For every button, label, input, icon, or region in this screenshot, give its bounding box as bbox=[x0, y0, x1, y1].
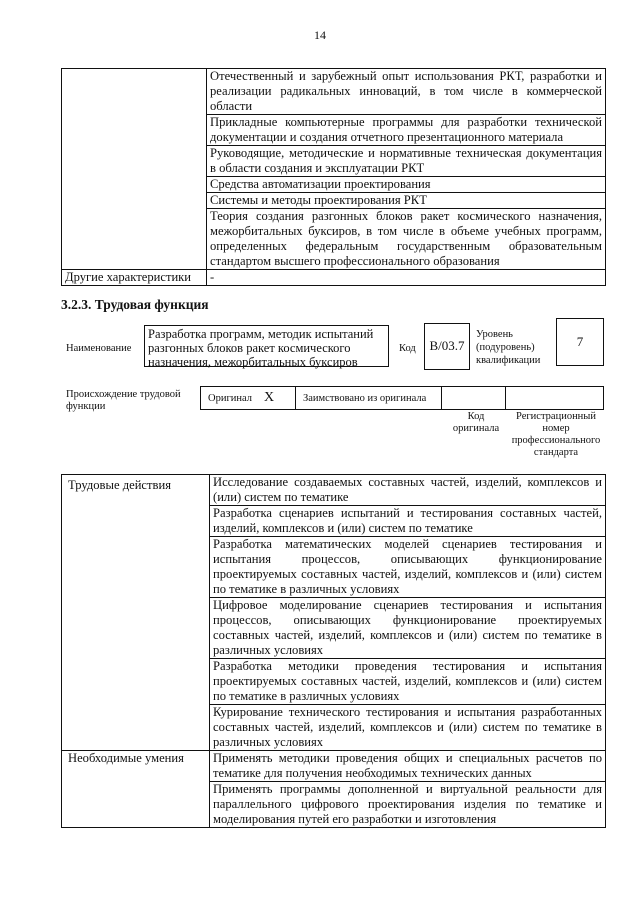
table-cell: Отечественный и зарубежный опыт использования РКТ, разработки и реализации радикальных инноваций, в том числе в коммерческой области bbox=[207, 69, 606, 115]
action-item: Разработка математических моделей сценариев тестирования и испытания процессов, описывающих функционирование проектируемых составных частей, изделий, комплексов и (или) систем по тематике в различных условиях bbox=[210, 537, 606, 598]
borrowed-label: Заимствовано из оригинала bbox=[303, 392, 427, 404]
code-label: Код bbox=[399, 343, 416, 354]
table-row-label bbox=[62, 69, 207, 270]
origin-label: Происхождение трудовой функции bbox=[66, 389, 181, 412]
reg-number-caption: Регистрационный номер профессионального стандарта bbox=[511, 411, 601, 458]
borrowed-cell bbox=[296, 386, 442, 410]
knowledge-table bbox=[61, 68, 606, 286]
other-characteristics-value: - bbox=[207, 270, 606, 286]
skill-item: Применять методики проведения общих и специальных расчетов по тематике для получения необходимых технических данных bbox=[210, 751, 606, 782]
page-number: 14 bbox=[314, 28, 326, 42]
table-cell: Руководящие, методические и нормативные техническая документация в области создания и эксплуатации РКТ bbox=[207, 146, 606, 177]
action-item: Исследование создаваемых составных частей, изделий, комплексов и (или) систем по тематике bbox=[210, 475, 606, 506]
original-mark: X bbox=[264, 390, 275, 405]
action-item: Разработка методики проведения тестирования и испытания проектируемых составных частей, изделий, комплексов и (или) систем по тематике в различных условиях bbox=[210, 659, 606, 705]
function-table bbox=[61, 474, 606, 828]
table-cell: Теория создания разгонных блоков ракет космического назначения, межорбитальных буксиров, в том числе в объеме учебных программ, определенных федеральным государственным образовательным стандартом высшего профессионального образования bbox=[207, 209, 606, 270]
original-cell bbox=[200, 386, 296, 410]
reg-number-cell bbox=[506, 386, 604, 410]
code-original-cell bbox=[442, 386, 506, 410]
action-item: Курирование технического тестирования и испытания разработанных составных частей, изделий, комплексов и (или) систем по тематике в различных условиях bbox=[210, 705, 606, 751]
name-label: Наименование bbox=[66, 343, 132, 354]
code-original-caption: Код оригинала bbox=[452, 411, 500, 434]
actions-label: Трудовые действия bbox=[62, 475, 210, 751]
section-title: 3.2.3. Трудовая функция bbox=[61, 297, 209, 312]
skills-label: Необходимые умения bbox=[62, 751, 210, 828]
table-cell: Системы и методы проектирования РКТ bbox=[207, 193, 606, 209]
origin-row bbox=[200, 386, 604, 410]
table-cell: Средства автоматизации проектирования bbox=[207, 177, 606, 193]
other-characteristics-label: Другие характеристики bbox=[62, 270, 207, 286]
table-cell: Прикладные компьютерные программы для разработки технической документации и создания отчетного презентационного материала bbox=[207, 115, 606, 146]
qualification-level: 7 bbox=[556, 318, 604, 366]
function-name: Разработка программ, методик испытаний разгонных блоков ракет космического назначения, межорбитальных буксиров bbox=[144, 325, 389, 367]
function-code: B/03.7 bbox=[424, 323, 470, 370]
skill-item: Применять программы дополненной и виртуальной реальности для параллельного цифрового проектирования изделия по тематике и моделирования путей его разработки и изготовления bbox=[210, 782, 606, 828]
action-item: Разработка сценариев испытаний и тестирования составных частей, изделий, комплексов и (или) систем по тематике bbox=[210, 506, 606, 537]
original-label: Оригинал bbox=[208, 392, 252, 404]
level-label: Уровень (подуровень) квалификации bbox=[476, 329, 541, 366]
action-item: Цифровое моделирование сценариев тестирования и испытания процессов, описывающих функционирование проектируемых составных частей, изделий, комплексов и (или) систем по тематике в различных условиях bbox=[210, 598, 606, 659]
